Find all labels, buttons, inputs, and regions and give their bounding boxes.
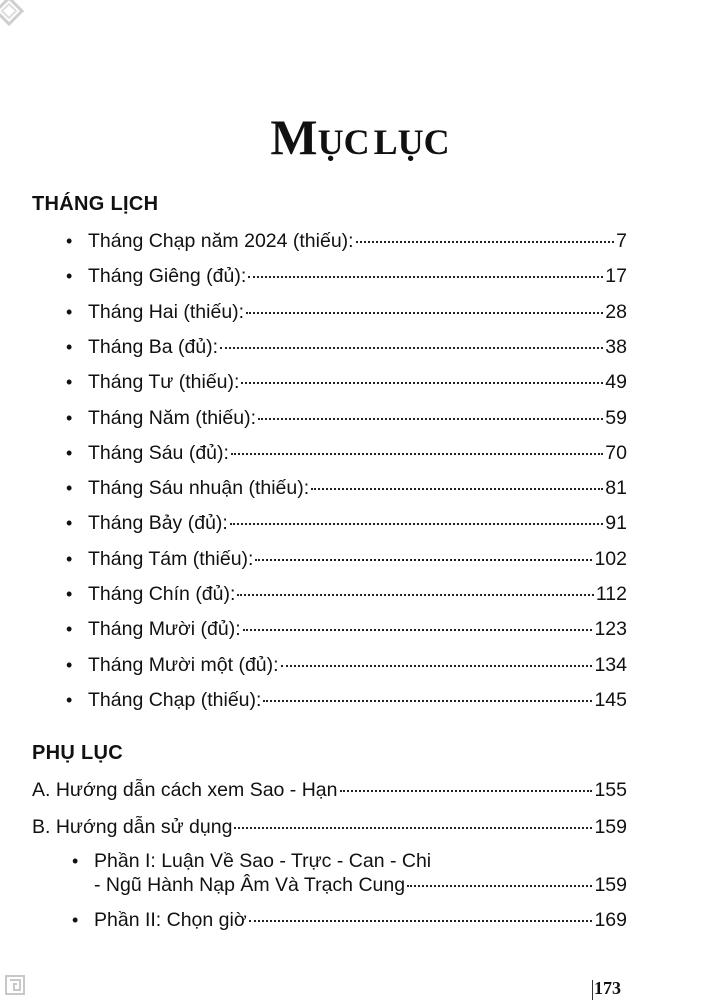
bullet: • <box>66 372 73 392</box>
bullet: • <box>66 584 73 604</box>
toc-leader-dots <box>249 919 593 922</box>
toc-leader-dots <box>220 346 603 349</box>
toc-entry-thang-lich[interactable] <box>66 582 627 606</box>
toc-entry-page: 59 <box>605 407 627 429</box>
bullet: • <box>66 478 73 498</box>
toc-entry-thang-lich[interactable] <box>66 511 627 535</box>
toc-leader-dots <box>246 311 603 314</box>
toc-entry-page: 134 <box>594 654 627 676</box>
bullet: • <box>72 910 79 930</box>
toc-entry-page: 145 <box>594 689 627 711</box>
toc-entry-label: Phần II: Chọn giờ <box>94 909 247 931</box>
toc-leader-dots <box>356 240 615 243</box>
bullet: • <box>66 302 73 322</box>
bullet: • <box>66 655 73 675</box>
toc-entry-page: 112 <box>595 583 627 605</box>
toc-leader-dots <box>263 699 592 702</box>
toc-leader-dots <box>248 275 603 278</box>
toc-entry-label: - Ngũ Hành Nạp Âm Và Trạch Cung <box>94 874 406 896</box>
toc-entry-thang-lich[interactable] <box>66 547 627 571</box>
toc-entry-thang-lich[interactable] <box>66 688 627 712</box>
toc-entry-page: 49 <box>605 371 627 393</box>
bullet: • <box>66 231 73 251</box>
toc-entry-thang-lich[interactable] <box>66 441 627 465</box>
toc-entry-thang-lich[interactable] <box>66 229 627 253</box>
toc-entry-page: 169 <box>594 909 627 931</box>
toc-entry-thang-lich[interactable] <box>66 617 627 641</box>
toc-entry-thang-lich[interactable] <box>66 653 627 677</box>
section-heading-thang-lich: THÁNG LỊCH <box>32 193 159 215</box>
toc-leader-dots <box>311 487 603 490</box>
toc-entry-label: Tháng Hai (thiếu): <box>88 301 245 323</box>
bullet: • <box>66 690 73 710</box>
toc-entry-label: Tháng Sáu nhuận (thiếu): <box>88 477 310 499</box>
toc-entry-page: 81 <box>605 477 627 499</box>
toc-entry-label: Tháng Giêng (đủ): <box>88 265 247 287</box>
toc-entry-thang-lich[interactable] <box>66 476 627 500</box>
toc-entry-page: 159 <box>594 874 627 896</box>
toc-entry-label: Phần I: Luận Về Sao - Trực - Can - Chi <box>94 850 432 872</box>
corner-ornament-icon <box>4 974 26 996</box>
toc-leader-dots <box>234 826 592 829</box>
toc-entry-page: 7 <box>616 230 627 252</box>
toc-entry-page: 155 <box>594 779 627 801</box>
toc-leader-dots <box>243 628 593 631</box>
toc-entry-label: Tháng Chạp (thiếu): <box>88 689 262 711</box>
toc-entry-label: Tháng Mười (đủ): <box>88 618 241 640</box>
toc-leader-dots <box>340 789 593 792</box>
bullet: • <box>66 513 73 533</box>
toc-leader-dots <box>281 664 593 667</box>
toc-entry-page: 91 <box>605 512 627 534</box>
toc-entry-part-1-line-1[interactable] <box>72 849 431 873</box>
toc-entry-thang-lich[interactable] <box>66 335 627 359</box>
toc-entry-label: Tháng Sáu (đủ): <box>88 442 229 464</box>
bullet: • <box>66 443 73 463</box>
title-initial: M <box>270 109 318 165</box>
page-title <box>0 108 720 166</box>
toc-entry-thang-lich[interactable] <box>66 406 627 430</box>
toc-entry-label: Tháng Bảy (đủ): <box>88 512 228 534</box>
toc-entry-label: Tháng Mười một (đủ): <box>88 654 279 676</box>
toc-leader-dots <box>255 558 592 561</box>
section-heading-phu-luc: PHỤ LỤC <box>32 742 123 764</box>
toc-entry-page: 17 <box>605 265 627 287</box>
bullet: • <box>66 549 73 569</box>
page-number: 173 <box>594 978 621 998</box>
toc-entry-page: 38 <box>605 336 627 358</box>
toc-entry-label: Tháng Tư (thiếu): <box>88 371 240 393</box>
toc-entry-label: Tháng Ba (đủ): <box>88 336 219 358</box>
toc-entry-label: Tháng Tám (thiếu): <box>88 548 254 570</box>
title-word2: LỤC <box>373 122 450 162</box>
toc-entry-page: 28 <box>605 301 627 323</box>
bullet: • <box>66 266 73 286</box>
toc-entry-part-1-line-2[interactable] <box>94 873 627 897</box>
toc-leader-dots <box>237 593 593 596</box>
toc-leader-dots <box>231 452 603 455</box>
toc-entry-label: Tháng Năm (thiếu): <box>88 407 256 429</box>
toc-entry-label: B. Hướng dẫn sử dụng <box>32 816 233 838</box>
toc-leader-dots <box>241 381 603 384</box>
toc-leader-dots <box>258 417 603 420</box>
toc-leader-dots <box>230 522 603 525</box>
toc-entry-appendix-b[interactable] <box>32 815 627 839</box>
toc-entry-thang-lich[interactable] <box>66 264 627 288</box>
corner-ornament-icon <box>0 0 24 26</box>
toc-entry-thang-lich[interactable] <box>66 300 627 324</box>
toc-entry-label: A. Hướng dẫn cách xem Sao - Hạn <box>32 779 338 801</box>
toc-entry-page: 102 <box>594 548 627 570</box>
toc-entry-part-2[interactable] <box>72 908 627 932</box>
toc-entry-thang-lich[interactable] <box>66 370 627 394</box>
toc-entry-page: 123 <box>594 618 627 640</box>
bullet: • <box>66 337 73 357</box>
toc-entry-page: 159 <box>594 816 627 838</box>
footer-divider <box>592 980 593 1000</box>
bullet: • <box>66 408 73 428</box>
toc-entry-appendix-a[interactable] <box>32 778 627 802</box>
toc-entry-label: Tháng Chạp năm 2024 (thiếu): <box>88 230 354 252</box>
bullet: • <box>72 851 79 871</box>
bullet: • <box>66 619 73 639</box>
toc-leader-dots <box>407 884 592 887</box>
toc-entry-label: Tháng Chín (đủ): <box>88 583 236 605</box>
toc-entry-page: 70 <box>605 442 627 464</box>
title-word1-rest: ỤC <box>317 122 370 162</box>
